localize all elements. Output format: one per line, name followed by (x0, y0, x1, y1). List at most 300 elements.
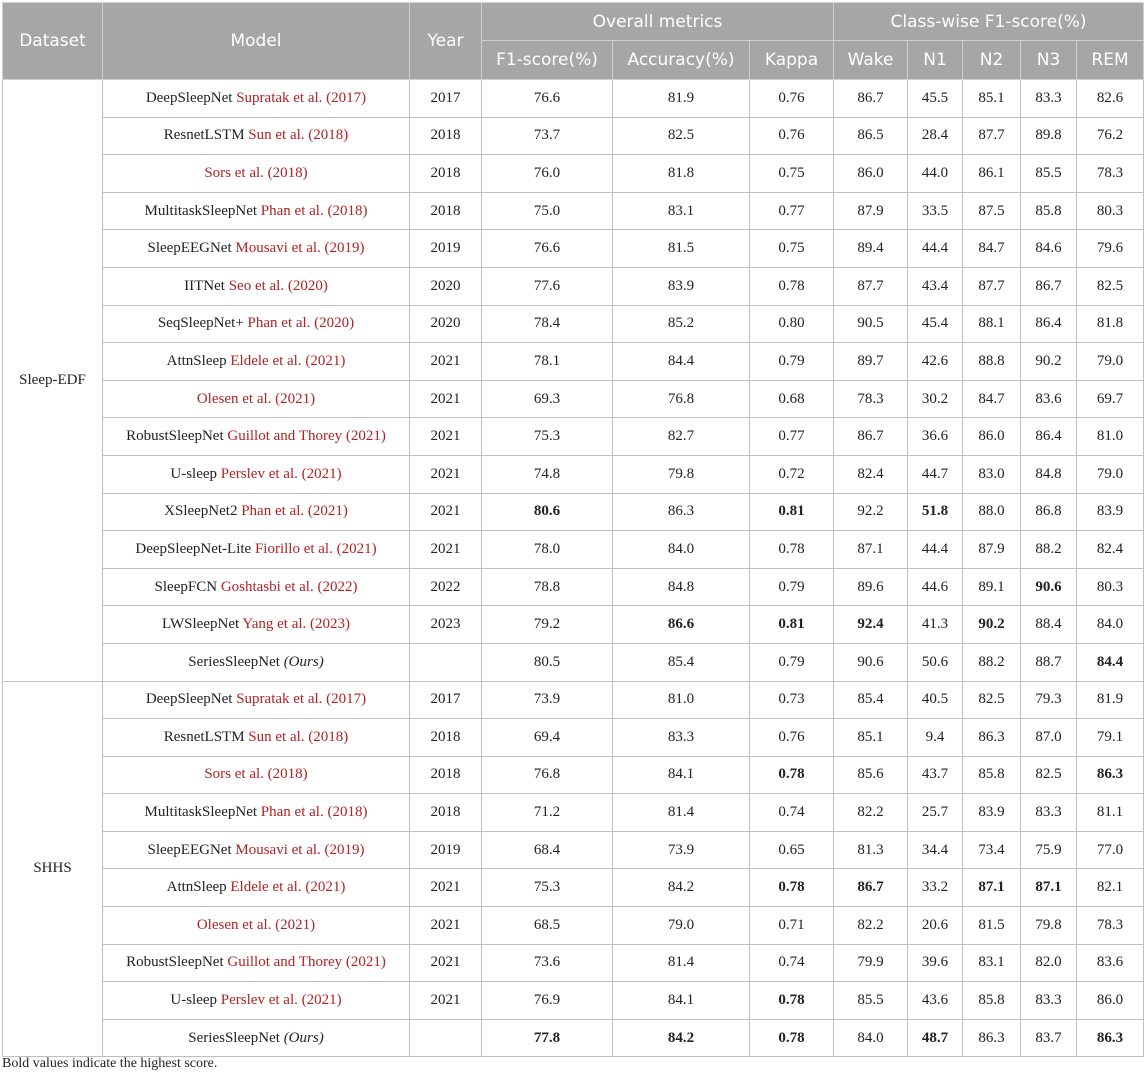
n1-cell: 44.4 (908, 230, 963, 268)
f1-cell: 76.9 (482, 982, 613, 1020)
accuracy-cell: 85.4 (613, 643, 750, 681)
accuracy-cell: 83.1 (613, 192, 750, 230)
rem-cell: 82.5 (1077, 267, 1144, 305)
n3-cell: 86.4 (1021, 418, 1077, 456)
model-name: RobustSleepNet (126, 428, 224, 445)
n1-cell: 51.8 (908, 493, 963, 531)
model-name: DeepSleepNet (145, 89, 233, 106)
n1-cell: 48.7 (908, 1019, 963, 1057)
n3-cell: 88.4 (1021, 606, 1077, 644)
citation-link[interactable]: Seo et al. (2020) (228, 277, 328, 294)
n1-cell: 28.4 (908, 117, 963, 155)
n2-cell: 87.7 (963, 117, 1021, 155)
year-cell: 2021 (410, 869, 482, 907)
model-cell (103, 493, 410, 531)
table-row (3, 267, 1144, 305)
kappa-cell: 0.80 (750, 305, 834, 343)
table-row (3, 794, 1144, 832)
n1-cell: 44.7 (908, 455, 963, 493)
f1-cell: 76.6 (482, 80, 613, 118)
f1-cell: 78.8 (482, 568, 613, 606)
n1-cell: 30.2 (908, 380, 963, 418)
n3-cell: 88.2 (1021, 531, 1077, 569)
f1-cell: 69.4 (482, 719, 613, 757)
n2-cell: 83.1 (963, 944, 1021, 982)
kappa-cell: 0.71 (750, 907, 834, 945)
rem-cell: 84.4 (1077, 643, 1144, 681)
wake-cell: 90.6 (834, 643, 908, 681)
rem-cell: 83.9 (1077, 493, 1144, 531)
citation-link[interactable]: Phan et al. (2018) (260, 804, 368, 821)
citation-link[interactable]: Guillot and Thorey (2021) (227, 954, 386, 971)
n3-cell: 83.3 (1021, 982, 1077, 1020)
kappa-cell: 0.81 (750, 606, 834, 644)
n1-cell: 39.6 (908, 944, 963, 982)
citation-link[interactable]: Phan et al. (2020) (247, 315, 355, 332)
model-name: XSleepNet2 (164, 503, 238, 520)
model-cell (103, 869, 410, 907)
model-name: DeepSleepNet (145, 691, 233, 708)
n1-cell: 44.4 (908, 531, 963, 569)
table-row (3, 568, 1144, 606)
n3-cell: 79.3 (1021, 681, 1077, 719)
citation-link[interactable]: Sun et al. (2018) (248, 728, 349, 745)
n3-cell: 83.3 (1021, 794, 1077, 832)
n3-cell: 82.0 (1021, 944, 1077, 982)
accuracy-cell: 86.6 (613, 606, 750, 644)
kappa-cell: 0.79 (750, 568, 834, 606)
rem-cell: 86.0 (1077, 982, 1144, 1020)
kappa-cell: 0.77 (750, 418, 834, 456)
table-row (3, 869, 1144, 907)
table-row (3, 1019, 1144, 1057)
n2-cell: 85.8 (963, 982, 1021, 1020)
kappa-cell: 0.76 (750, 719, 834, 757)
accuracy-cell: 79.0 (613, 907, 750, 945)
accuracy-cell: 84.1 (613, 756, 750, 794)
wake-cell: 89.6 (834, 568, 908, 606)
n3-cell: 90.2 (1021, 343, 1077, 381)
table-row (3, 719, 1144, 757)
table-row (3, 192, 1144, 230)
dataset-cell: Sleep-EDF (3, 80, 103, 682)
n2-cell: 86.3 (963, 719, 1021, 757)
model-name: U-sleep (170, 465, 218, 482)
rem-cell: 82.1 (1077, 869, 1144, 907)
header-overall-metrics: Overall metrics (482, 3, 834, 41)
year-cell: 2021 (410, 343, 482, 381)
accuracy-cell: 81.0 (613, 681, 750, 719)
f1-cell: 75.3 (482, 869, 613, 907)
n3-cell: 75.9 (1021, 831, 1077, 869)
citation-link[interactable]: Mousavi et al. (2019) (235, 240, 365, 257)
n2-cell: 83.0 (963, 455, 1021, 493)
wake-cell: 78.3 (834, 380, 908, 418)
year-cell: 2021 (410, 418, 482, 456)
model-cell (103, 831, 410, 869)
table-row (3, 230, 1144, 268)
citation-link[interactable]: Perslev et al. (2021) (220, 992, 342, 1009)
citation-link[interactable]: Eldele et al. (2021) (230, 352, 346, 369)
table-row (3, 380, 1144, 418)
model-cell (103, 756, 410, 794)
table-row (3, 756, 1144, 794)
rem-cell: 86.3 (1077, 756, 1144, 794)
citation-link[interactable]: Perslev et al. (2021) (220, 465, 342, 482)
header-wake: Wake (834, 41, 908, 80)
n3-cell: 83.7 (1021, 1019, 1077, 1057)
n2-cell: 86.0 (963, 418, 1021, 456)
model-cell (103, 80, 410, 118)
n1-cell: 44.6 (908, 568, 963, 606)
model-name: ResnetLSTM (163, 127, 245, 144)
kappa-cell: 0.77 (750, 192, 834, 230)
year-cell: 2018 (410, 756, 482, 794)
citation-link[interactable]: Phan et al. (2018) (260, 202, 368, 219)
citation-link[interactable]: Supratak et al. (2017) (236, 89, 367, 106)
f1-cell: 76.6 (482, 230, 613, 268)
model-name: ResnetLSTM (163, 728, 245, 745)
model-name: MultitaskSleepNet (144, 202, 258, 219)
citation-link[interactable]: Sun et al. (2018) (248, 127, 349, 144)
f1-cell: 68.4 (482, 831, 613, 869)
f1-cell: 73.6 (482, 944, 613, 982)
n2-cell: 89.1 (963, 568, 1021, 606)
wake-cell: 87.9 (834, 192, 908, 230)
n3-cell: 88.7 (1021, 643, 1077, 681)
n3-cell: 84.8 (1021, 455, 1077, 493)
year-cell: 2018 (410, 192, 482, 230)
results-table (2, 2, 1144, 1057)
n3-cell: 85.8 (1021, 192, 1077, 230)
citation-link[interactable]: Sors et al. (2018) (204, 766, 308, 783)
wake-cell: 84.0 (834, 1019, 908, 1057)
wake-cell: 85.5 (834, 982, 908, 1020)
citation-link[interactable]: Goshtasbi et al. (2022) (220, 578, 358, 595)
rem-cell: 76.2 (1077, 117, 1144, 155)
f1-cell: 80.5 (482, 643, 613, 681)
n3-cell: 82.5 (1021, 756, 1077, 794)
model-cell (103, 944, 410, 982)
kappa-cell: 0.65 (750, 831, 834, 869)
rem-cell: 84.0 (1077, 606, 1144, 644)
n1-cell: 34.4 (908, 831, 963, 869)
model-cell (103, 907, 410, 945)
model-cell (103, 380, 410, 418)
kappa-cell: 0.76 (750, 80, 834, 118)
year-cell: 2021 (410, 493, 482, 531)
n1-cell: 45.5 (908, 80, 963, 118)
rem-cell: 79.0 (1077, 455, 1144, 493)
dataset-cell: SHHS (3, 681, 103, 1057)
model-cell (103, 982, 410, 1020)
year-cell: 2019 (410, 230, 482, 268)
citation-link[interactable]: Mousavi et al. (2019) (235, 841, 365, 858)
table-row (3, 305, 1144, 343)
citation-link[interactable]: Olesen et al. (2021) (196, 390, 316, 407)
table-row (3, 455, 1144, 493)
f1-cell: 76.8 (482, 756, 613, 794)
wake-cell: 90.5 (834, 305, 908, 343)
n2-cell: 87.5 (963, 192, 1021, 230)
accuracy-cell: 84.2 (613, 869, 750, 907)
accuracy-cell: 82.7 (613, 418, 750, 456)
kappa-cell: 0.76 (750, 117, 834, 155)
n1-cell: 45.4 (908, 305, 963, 343)
n2-cell: 88.2 (963, 643, 1021, 681)
model-name: SeriesSleepNet (188, 653, 280, 670)
model-cell (103, 117, 410, 155)
table-row (3, 982, 1144, 1020)
kappa-cell: 0.75 (750, 155, 834, 193)
table-body (3, 80, 1144, 1057)
n3-cell: 83.6 (1021, 380, 1077, 418)
accuracy-cell: 83.3 (613, 719, 750, 757)
n1-cell: 33.5 (908, 192, 963, 230)
kappa-cell: 0.68 (750, 380, 834, 418)
accuracy-cell: 86.3 (613, 493, 750, 531)
n2-cell: 84.7 (963, 230, 1021, 268)
n1-cell: 50.6 (908, 643, 963, 681)
n1-cell: 40.5 (908, 681, 963, 719)
n1-cell: 36.6 (908, 418, 963, 456)
rem-cell: 81.1 (1077, 794, 1144, 832)
citation-link[interactable]: Phan et al. (2021) (241, 503, 348, 520)
n2-cell: 83.9 (963, 794, 1021, 832)
table-row (3, 418, 1144, 456)
rem-cell: 81.0 (1077, 418, 1144, 456)
table-row (3, 907, 1144, 945)
model-name: RobustSleepNet (126, 954, 224, 971)
ours-label: (Ours) (283, 653, 324, 670)
n1-cell: 33.2 (908, 869, 963, 907)
wake-cell: 86.0 (834, 155, 908, 193)
accuracy-cell: 81.4 (613, 794, 750, 832)
model-name: LWSleepNet (161, 616, 240, 633)
header-model: Model (103, 3, 410, 80)
year-cell: 2021 (410, 982, 482, 1020)
rem-cell: 82.4 (1077, 531, 1144, 569)
model-name: IITNet (184, 277, 225, 294)
n2-cell: 82.5 (963, 681, 1021, 719)
rem-cell: 80.3 (1077, 568, 1144, 606)
kappa-cell: 0.78 (750, 267, 834, 305)
header-classwise-f1: Class-wise F1-score(%) (834, 3, 1144, 41)
f1-cell: 68.5 (482, 907, 613, 945)
wake-cell: 79.9 (834, 944, 908, 982)
f1-cell: 73.7 (482, 117, 613, 155)
f1-cell: 80.6 (482, 493, 613, 531)
n3-cell: 84.6 (1021, 230, 1077, 268)
n2-cell: 88.8 (963, 343, 1021, 381)
model-cell (103, 230, 410, 268)
model-name: U-sleep (170, 992, 218, 1009)
n3-cell: 87.1 (1021, 869, 1077, 907)
n3-cell: 85.5 (1021, 155, 1077, 193)
year-cell: 2020 (410, 305, 482, 343)
f1-cell: 78.0 (482, 531, 613, 569)
kappa-cell: 0.74 (750, 944, 834, 982)
model-cell (103, 568, 410, 606)
year-cell: 2022 (410, 568, 482, 606)
rem-cell: 78.3 (1077, 155, 1144, 193)
header-f1: F1-score(%) (482, 41, 613, 80)
header-accuracy: Accuracy(%) (613, 41, 750, 80)
n2-cell: 87.7 (963, 267, 1021, 305)
model-cell (103, 155, 410, 193)
wake-cell: 87.7 (834, 267, 908, 305)
year-cell (410, 643, 482, 681)
table-row (3, 831, 1144, 869)
accuracy-cell: 85.2 (613, 305, 750, 343)
rem-cell: 77.0 (1077, 831, 1144, 869)
table-row (3, 117, 1144, 155)
model-cell (103, 267, 410, 305)
citation-link[interactable]: Sors et al. (2018) (204, 164, 308, 181)
n2-cell: 86.1 (963, 155, 1021, 193)
citation-link[interactable]: Fiorillo et al. (2021) (254, 540, 377, 557)
accuracy-cell: 84.0 (613, 531, 750, 569)
f1-cell: 71.2 (482, 794, 613, 832)
wake-cell: 89.4 (834, 230, 908, 268)
citation-link[interactable]: Yang et al. (2023) (242, 616, 351, 633)
header-n2: N2 (963, 41, 1021, 80)
year-cell: 2021 (410, 944, 482, 982)
rem-cell: 79.6 (1077, 230, 1144, 268)
model-cell (103, 305, 410, 343)
n1-cell: 43.7 (908, 756, 963, 794)
model-cell (103, 343, 410, 381)
kappa-cell: 0.79 (750, 643, 834, 681)
accuracy-cell: 81.5 (613, 230, 750, 268)
f1-cell: 75.0 (482, 192, 613, 230)
n2-cell: 86.3 (963, 1019, 1021, 1057)
f1-cell: 75.3 (482, 418, 613, 456)
kappa-cell: 0.79 (750, 343, 834, 381)
kappa-cell: 0.78 (750, 531, 834, 569)
wake-cell: 86.7 (834, 869, 908, 907)
model-name: AttnSleep (166, 352, 227, 369)
table-row (3, 643, 1144, 681)
wake-cell: 92.2 (834, 493, 908, 531)
kappa-cell: 0.78 (750, 982, 834, 1020)
kappa-cell: 0.78 (750, 869, 834, 907)
accuracy-cell: 79.8 (613, 455, 750, 493)
n1-cell: 41.3 (908, 606, 963, 644)
wake-cell: 81.3 (834, 831, 908, 869)
kappa-cell: 0.78 (750, 1019, 834, 1057)
year-cell: 2018 (410, 155, 482, 193)
wake-cell: 86.7 (834, 80, 908, 118)
model-cell (103, 192, 410, 230)
year-cell: 2017 (410, 681, 482, 719)
table-row (3, 80, 1144, 118)
n2-cell: 84.7 (963, 380, 1021, 418)
wake-cell: 82.2 (834, 907, 908, 945)
table-row (3, 681, 1144, 719)
f1-cell: 77.8 (482, 1019, 613, 1057)
f1-cell: 74.8 (482, 455, 613, 493)
wake-cell: 82.4 (834, 455, 908, 493)
accuracy-cell: 81.8 (613, 155, 750, 193)
n1-cell: 42.6 (908, 343, 963, 381)
model-name: SleepEEGNet (147, 240, 232, 257)
table-row (3, 493, 1144, 531)
rem-cell: 78.3 (1077, 907, 1144, 945)
year-cell: 2020 (410, 267, 482, 305)
wake-cell: 89.7 (834, 343, 908, 381)
rem-cell: 79.0 (1077, 343, 1144, 381)
n1-cell: 43.4 (908, 267, 963, 305)
f1-cell: 78.4 (482, 305, 613, 343)
f1-cell: 77.6 (482, 267, 613, 305)
year-cell: 2021 (410, 455, 482, 493)
year-cell: 2018 (410, 794, 482, 832)
f1-cell: 79.2 (482, 606, 613, 644)
kappa-cell: 0.81 (750, 493, 834, 531)
model-cell (103, 418, 410, 456)
citation-link[interactable]: Olesen et al. (2021) (196, 916, 316, 933)
n2-cell: 88.1 (963, 305, 1021, 343)
model-cell (103, 531, 410, 569)
accuracy-cell: 81.4 (613, 944, 750, 982)
n3-cell: 87.0 (1021, 719, 1077, 757)
rem-cell: 81.9 (1077, 681, 1144, 719)
wake-cell: 86.7 (834, 418, 908, 456)
model-cell (103, 794, 410, 832)
model-name: MultitaskSleepNet (144, 804, 258, 821)
header-kappa: Kappa (750, 41, 834, 80)
accuracy-cell: 76.8 (613, 380, 750, 418)
kappa-cell: 0.75 (750, 230, 834, 268)
n3-cell: 79.8 (1021, 907, 1077, 945)
citation-link[interactable]: Supratak et al. (2017) (236, 691, 367, 708)
rem-cell: 81.8 (1077, 305, 1144, 343)
f1-cell: 78.1 (482, 343, 613, 381)
n1-cell: 9.4 (908, 719, 963, 757)
f1-cell: 73.9 (482, 681, 613, 719)
n2-cell: 90.2 (963, 606, 1021, 644)
n2-cell: 81.5 (963, 907, 1021, 945)
table-row (3, 944, 1144, 982)
wake-cell: 87.1 (834, 531, 908, 569)
kappa-cell: 0.73 (750, 681, 834, 719)
header-dataset: Dataset (3, 3, 103, 80)
wake-cell: 85.6 (834, 756, 908, 794)
citation-link[interactable]: Eldele et al. (2021) (230, 879, 346, 896)
rem-cell: 83.6 (1077, 944, 1144, 982)
n2-cell: 88.0 (963, 493, 1021, 531)
n2-cell: 87.9 (963, 531, 1021, 569)
n3-cell: 83.3 (1021, 80, 1077, 118)
rem-cell: 69.7 (1077, 380, 1144, 418)
wake-cell: 82.2 (834, 794, 908, 832)
ours-label: (Ours) (283, 1029, 324, 1046)
accuracy-cell: 81.9 (613, 80, 750, 118)
accuracy-cell: 84.4 (613, 343, 750, 381)
accuracy-cell: 84.1 (613, 982, 750, 1020)
kappa-cell: 0.78 (750, 756, 834, 794)
header-rem: REM (1077, 41, 1144, 80)
accuracy-cell: 84.8 (613, 568, 750, 606)
f1-cell: 76.0 (482, 155, 613, 193)
rem-cell: 80.3 (1077, 192, 1144, 230)
table-row (3, 606, 1144, 644)
f1-cell: 69.3 (482, 380, 613, 418)
model-name: SeriesSleepNet (188, 1029, 280, 1046)
n2-cell: 87.1 (963, 869, 1021, 907)
citation-link[interactable]: Guillot and Thorey (2021) (227, 428, 386, 445)
